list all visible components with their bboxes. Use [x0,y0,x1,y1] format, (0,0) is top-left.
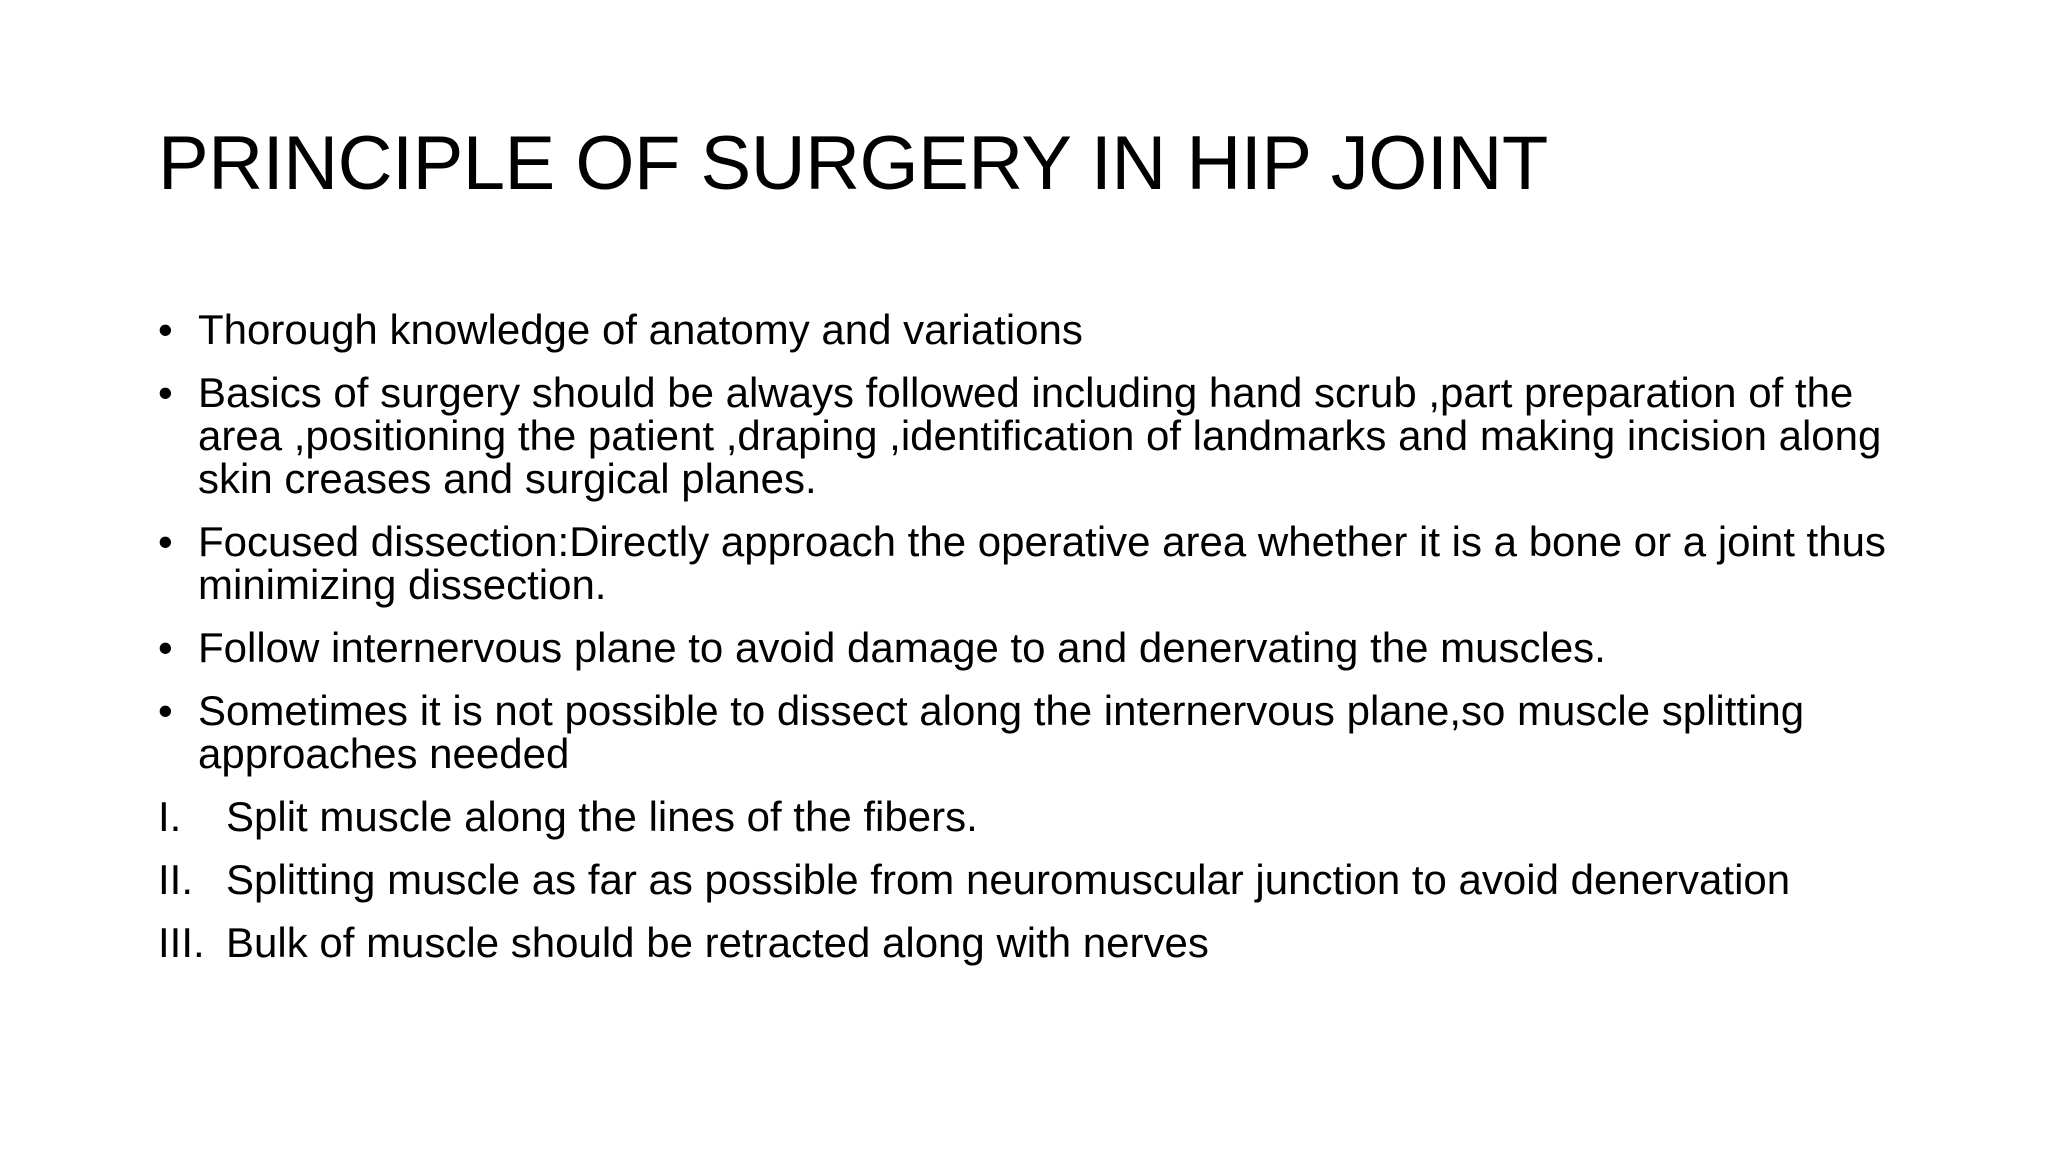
bullet-item-basics [158,371,1918,500]
numbered-marker: II. [158,856,194,903]
bullet-text: Focused dissection:Directly approach the operative area whether it is a bone or a joint thus minimizing dissection. [198,518,1886,608]
numbered-marker: III. [158,919,205,966]
numbered-list [158,795,1918,964]
numbered-item-split-along-fibers [158,795,1918,838]
numbered-item-avoid-denervation [158,858,1918,901]
bullet-text: Sometimes it is not possible to dissect along the internervous plane,so muscle splitting approaches needed [198,687,1805,777]
bullet-list [158,308,1918,775]
bullet-item-focused-dissection [158,520,1918,606]
bullet-item-muscle-splitting [158,689,1918,775]
bullet-marker: • [158,306,173,353]
bullet-item-internervous-plane [158,626,1918,669]
numbered-marker: I. [158,793,182,840]
numbered-text: Bulk of muscle should be retracted along with nerves [226,919,1209,966]
bullet-marker: • [158,624,173,671]
numbered-item-retract-with-nerves [158,921,1918,964]
bullet-text: Basics of surgery should be always followed including hand scrub ,part preparation of the area ,positioning the patient ,draping ,identification of landmarks and making incision along skin creases and surgical planes. [198,369,1882,502]
bullet-text: Follow internervous plane to avoid damage to and denervating the muscles. [198,624,1606,671]
numbered-text: Splitting muscle as far as possible from neuromuscular junction to avoid denervation [226,856,1791,903]
bullet-marker: • [158,518,173,565]
bullet-marker: • [158,687,173,734]
bullet-item-anatomy [158,308,1918,351]
slide-title: PRINCIPLE OF SURGERY IN HIP JOINT [158,121,1548,206]
bullet-marker: • [158,369,173,416]
slide-content [158,308,1918,984]
bullet-text: Thorough knowledge of anatomy and variations [198,306,1083,353]
numbered-text: Split muscle along the lines of the fibers. [226,793,978,840]
